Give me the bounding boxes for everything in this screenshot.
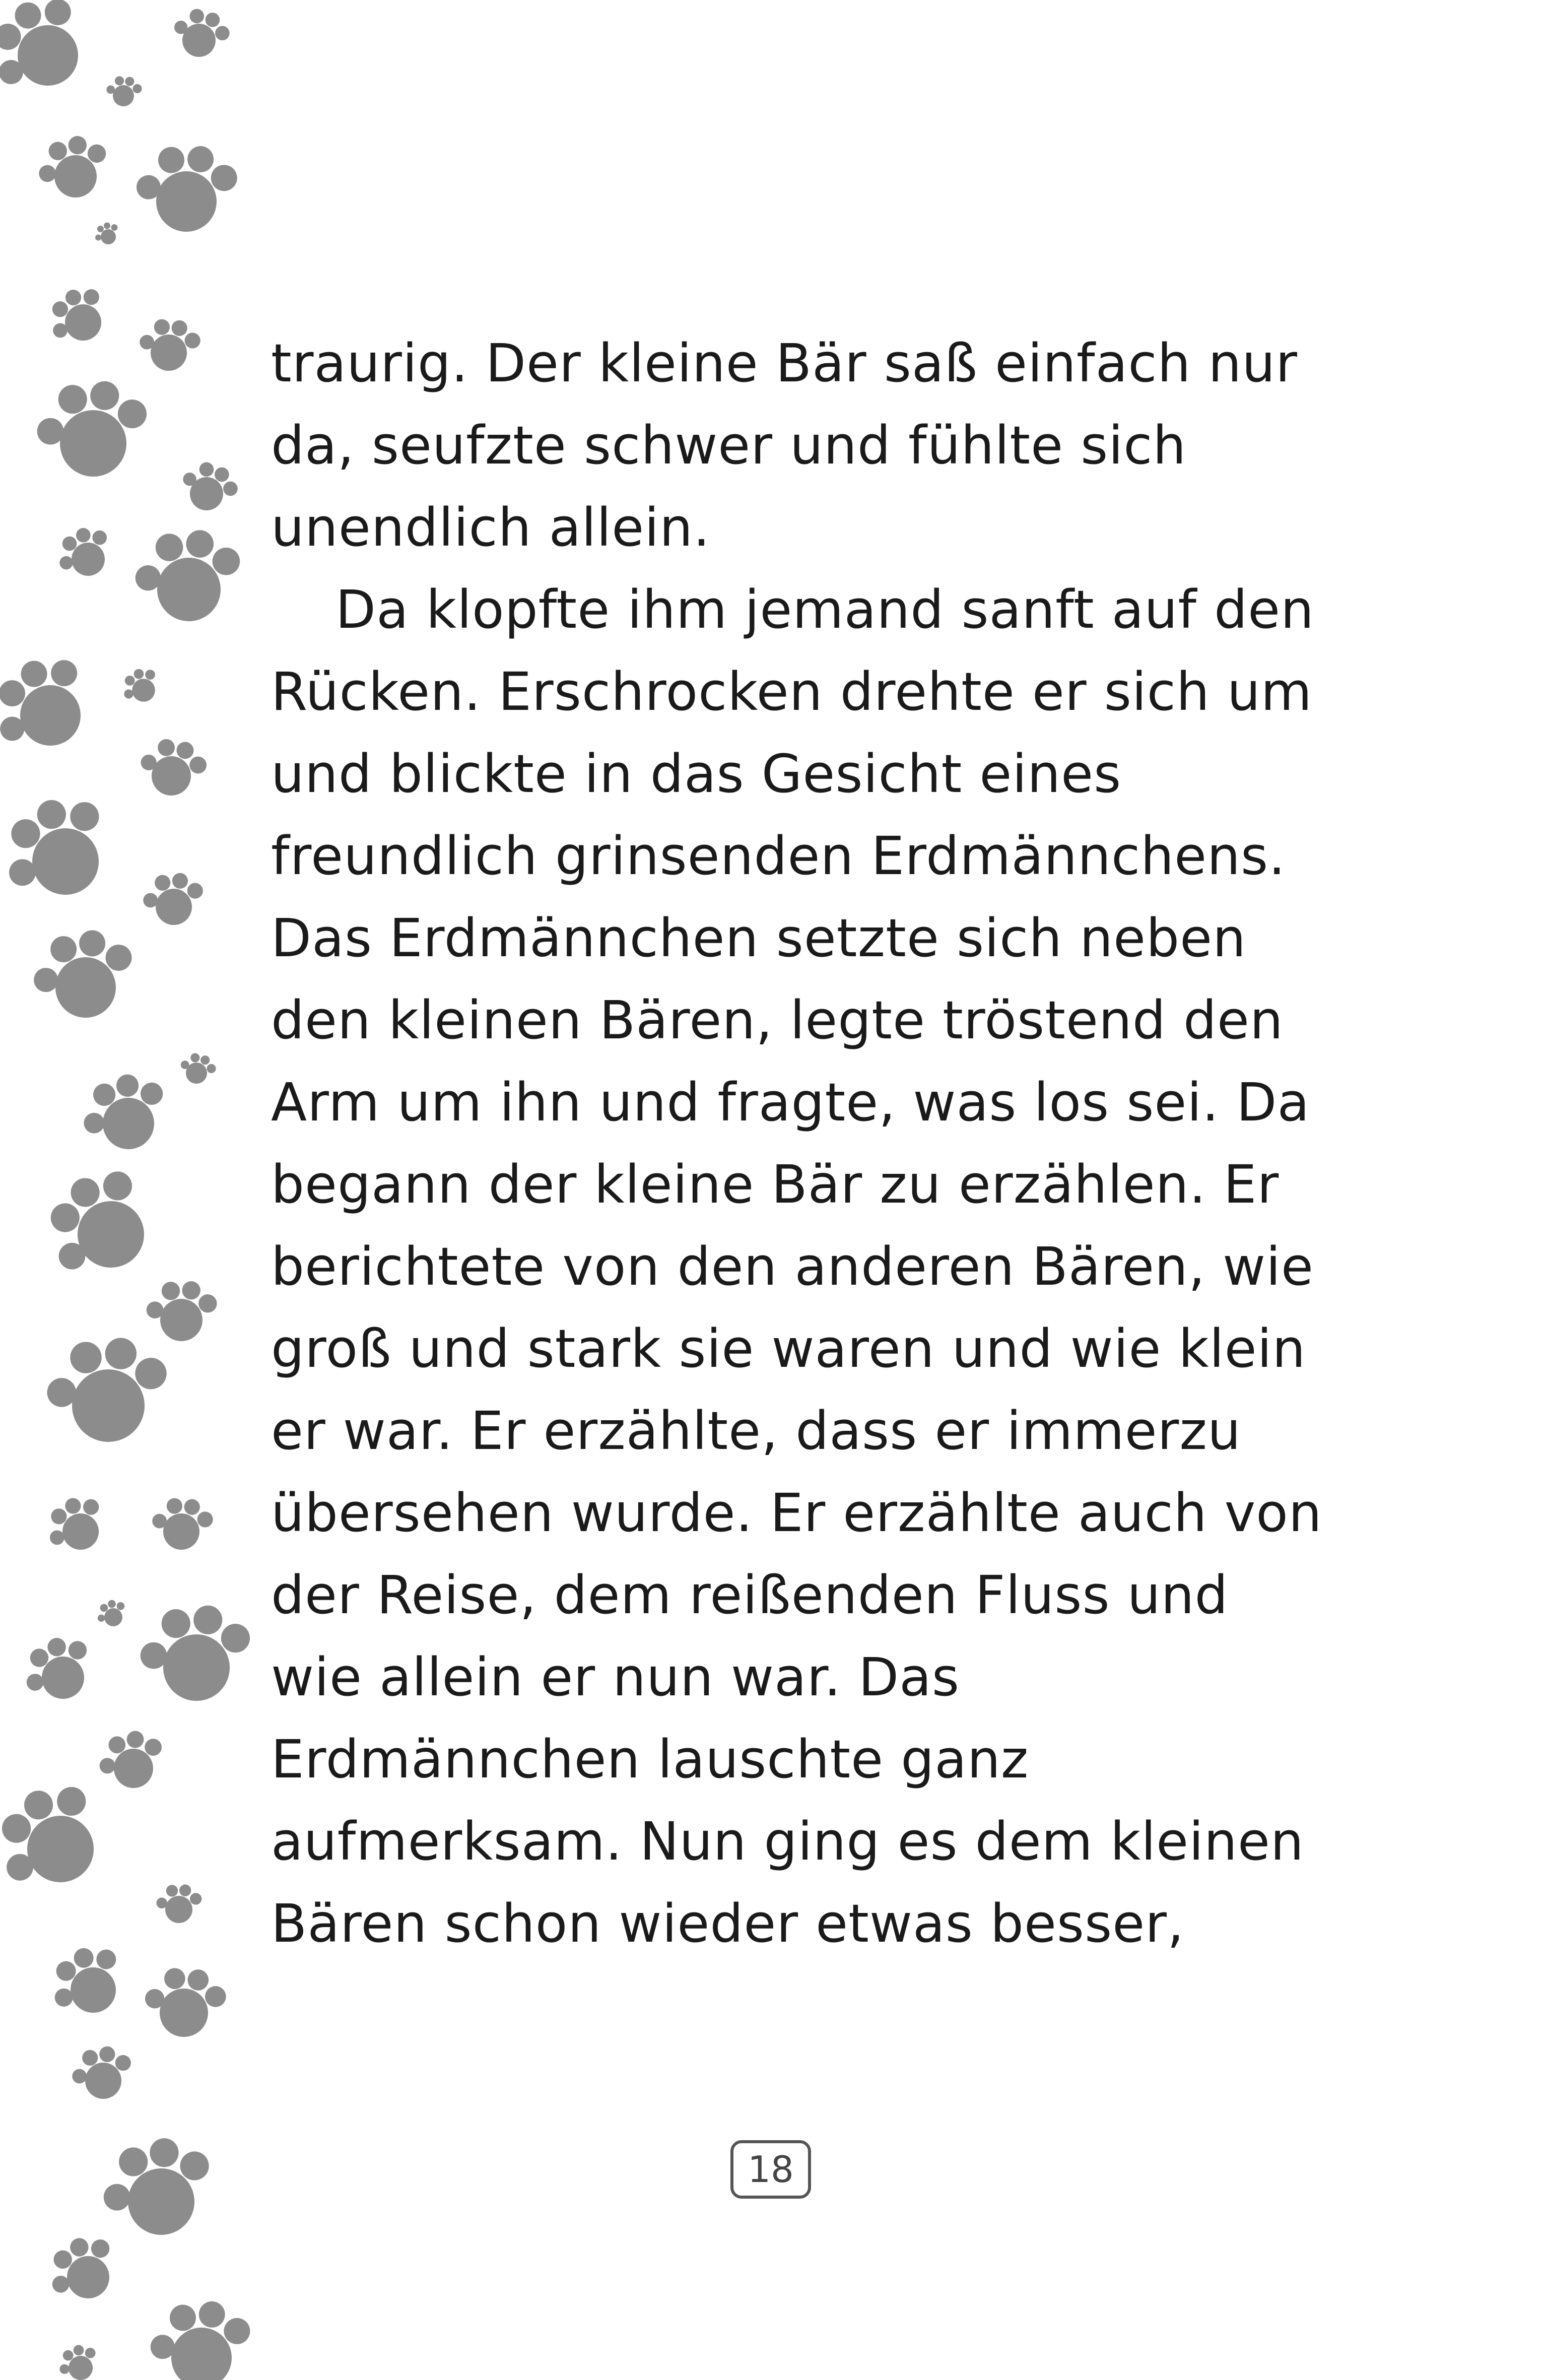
paw-print-icon <box>28 364 153 489</box>
paw-print-icon <box>0 792 112 904</box>
text-line: Erdmännchen lauschte ganz <box>271 1729 1029 1790</box>
text-line: Arm um ihn und fragte, was los sei. Da <box>271 1072 1310 1133</box>
paw-print-icon <box>0 0 93 102</box>
text-line: den kleinen Bären, legte tröstend den <box>271 989 1284 1051</box>
text-line: Das Erdmännchen setzte sich neben <box>271 907 1247 969</box>
paw-print-icon <box>174 451 243 520</box>
paw-print-icon <box>152 1876 205 1929</box>
paw-print-icon <box>36 130 108 202</box>
paw-print-icon <box>145 1486 218 1559</box>
text-line: freundlich grinsenden Erdmännchens. <box>271 825 1286 887</box>
paw-print-icon <box>23 1635 91 1702</box>
paw-print-icon <box>132 307 206 380</box>
paw-print-icon <box>27 918 137 1026</box>
text-line: groß und stark sie waren und wie klein <box>271 1318 1306 1379</box>
paw-print-icon <box>126 514 246 633</box>
paw-print-icon <box>59 2345 95 2380</box>
paw-print-icon <box>57 526 110 578</box>
paw-print-icon <box>44 283 109 348</box>
paw-print-icon <box>120 666 160 705</box>
text-line: da, seufzte schwer und fühlte sich <box>271 415 1187 476</box>
paw-print-icon <box>0 650 94 758</box>
paw-print-icon <box>139 1268 222 1350</box>
paw-print-border <box>0 0 262 2380</box>
paw-print-icon <box>136 1952 233 2048</box>
text-line: traurig. Der kleine Bär saß einfach nur <box>271 333 1298 394</box>
paw-print-icon <box>37 1319 174 1455</box>
text-line: unendlich allein. <box>271 497 711 558</box>
text-line: und blickte in das Gesicht eines <box>271 743 1122 805</box>
paw-print-icon <box>44 1494 106 1555</box>
text-line: Da klopfte ihm jemand sanft auf den <box>335 579 1315 640</box>
text-line: er war. Er erzählte, dass er immerzu <box>271 1400 1241 1462</box>
paw-print-icon <box>32 1160 162 1289</box>
paw-print-icon <box>82 1071 164 1152</box>
text-line: Bären schon wieder etwas besser, <box>271 1893 1185 1954</box>
paw-print-icon <box>132 726 213 806</box>
text-line: begann der kleine Bär zu erzählen. Er <box>271 1154 1280 1215</box>
paw-print-icon <box>142 2286 256 2380</box>
paw-print-icon <box>97 1726 164 1792</box>
text-line: Rücken. Erschrocken drehte er sich um <box>271 661 1313 722</box>
paw-print-icon <box>45 2233 117 2304</box>
text-line: der Reise, dem reißenden Fluss und <box>271 1564 1229 1626</box>
page-number: 18 <box>730 2140 811 2199</box>
text-line: aufmerksam. Nun ging es dem kleinen <box>271 1811 1304 1872</box>
paw-print-icon <box>47 1943 124 2019</box>
paw-print-icon <box>95 223 118 245</box>
text-line: berichtete von den anderen Bären, wie <box>271 1236 1314 1297</box>
paw-print-icon <box>166 0 235 66</box>
text-line: übersehen wurde. Er erzählte auch von <box>271 1482 1322 1544</box>
paw-print-icon <box>99 2130 213 2241</box>
paw-print-icon <box>138 864 207 932</box>
paw-print-icon <box>176 1046 220 1090</box>
paw-print-icon <box>98 1600 124 1626</box>
paw-print-icon <box>102 69 145 111</box>
paw-print-icon <box>68 2039 133 2104</box>
story-text <box>271 322 1329 1965</box>
paw-print-icon <box>0 1775 110 1900</box>
text-line: wie allein er nun war. Das <box>271 1646 960 1708</box>
paw-print-icon <box>126 127 244 245</box>
paw-print-icon <box>131 1589 256 1713</box>
